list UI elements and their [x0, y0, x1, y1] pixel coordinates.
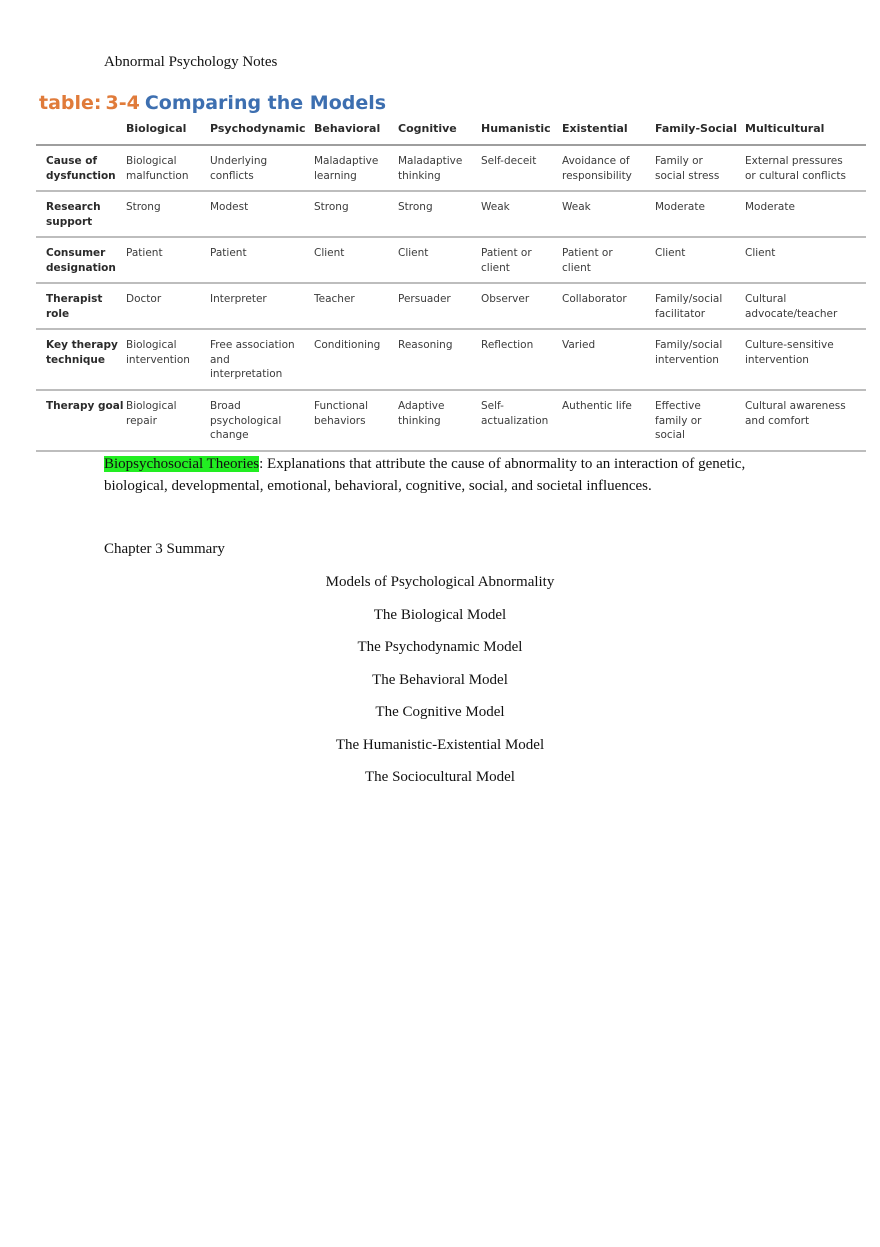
table-cell: External pressures or cultural conflicts: [745, 155, 846, 182]
column-header: Multicultural: [745, 122, 825, 135]
table-cell: Culture-sensitive intervention: [745, 339, 834, 366]
table-cell: Client: [745, 247, 776, 259]
table-cell: Self- actualization: [481, 400, 549, 427]
table-row: [36, 330, 866, 391]
table-cell: Persuader: [398, 293, 451, 305]
table-cell: Doctor: [126, 293, 162, 305]
table-cell: Conditioning: [314, 339, 381, 351]
table-cell: Interpreter: [210, 293, 267, 305]
definition-text: : Explanations that attribute the cause of abnormality to an interaction of genetic, biological, developmental, emotional, behavioral, cognitive, social, and societal influences.: [104, 456, 746, 494]
row-label: Therapist role: [46, 293, 103, 320]
table-cell: Family or social stress: [655, 155, 720, 182]
row-label: Therapy goal: [46, 400, 124, 412]
table-cell: Self-deceit: [481, 155, 537, 167]
column-header: Existential: [562, 122, 628, 135]
table-cell: Modest: [210, 201, 249, 213]
table-cell: Biological repair: [126, 400, 177, 427]
table-cell: Biological malfunction: [126, 155, 189, 182]
highlighted-term: Biopsychosocial Theories: [104, 456, 260, 472]
table-cell: Teacher: [314, 293, 355, 305]
summary-item: The Humanistic-Existential Model: [335, 736, 545, 753]
table-cell: Collaborator: [562, 293, 627, 305]
table-cell: Moderate: [655, 201, 705, 213]
table-row: [36, 146, 866, 192]
table-cell: Patient: [126, 247, 163, 259]
table-cell: Reasoning: [398, 339, 453, 351]
summary-item: The Cognitive Model: [375, 704, 505, 720]
chapter-heading: Chapter 3 Summary: [104, 541, 225, 557]
table-cell: Weak: [562, 201, 591, 213]
table-cell: Biological intervention: [126, 339, 190, 366]
summary-heading: Models of Psychological Abnormality: [325, 574, 555, 590]
summary-item: The Sociocultural Model: [365, 769, 515, 785]
table-cell: Reflection: [481, 339, 534, 351]
table-cell: Broad psychological change: [210, 400, 282, 441]
comparison-table-figure: [36, 84, 866, 452]
table-cell: Authentic life: [562, 400, 632, 412]
table-cell: Adaptive thinking: [398, 400, 445, 427]
table-row: [36, 238, 866, 284]
row-label: Cause of dysfunction: [46, 155, 116, 182]
table-cell: Patient or client: [562, 247, 613, 274]
table-row: [36, 192, 866, 238]
table-cell: Varied: [562, 339, 596, 351]
row-label: Key therapy technique: [46, 339, 118, 366]
page-header: Abnormal Psychology Notes: [104, 54, 278, 70]
table-cell: Client: [314, 247, 345, 259]
table-cell: Patient: [210, 247, 247, 259]
table-cell: Strong: [398, 201, 433, 213]
column-header: Behavioral: [314, 122, 381, 135]
summary-item: The Biological Model: [373, 606, 507, 623]
table-cell: Observer: [481, 293, 530, 305]
table-cell: Avoidance of responsibility: [562, 155, 632, 182]
table-cell: Cultural awareness and comfort: [745, 400, 846, 427]
table-title-prefix: table:: [39, 92, 102, 114]
definition-paragraph: [104, 453, 754, 497]
table-cell: Maladaptive thinking: [398, 155, 463, 182]
table-row: [36, 284, 866, 330]
table-body: [36, 146, 866, 452]
table-column-headers: [36, 114, 866, 146]
table-cell: Cultural advocate/teacher: [745, 293, 838, 320]
summary-item: The Behavioral Model: [372, 671, 508, 688]
column-header: Humanistic: [481, 122, 551, 135]
table-cell: Underlying conflicts: [210, 155, 268, 182]
table-cell: Strong: [314, 201, 349, 213]
row-label: Consumer designation: [46, 247, 116, 274]
table-cell: Maladaptive learning: [314, 155, 379, 182]
summary-item: The Psychodynamic Model: [357, 639, 523, 655]
row-label: Research support: [46, 201, 101, 228]
table-cell: Free association and interpretation: [210, 339, 295, 380]
table-cell: Family/social intervention: [655, 339, 723, 366]
table-cell: Weak: [481, 201, 510, 213]
table-cell: Moderate: [745, 201, 795, 213]
table-cell: Strong: [126, 201, 161, 213]
table-title-number: 3-4: [105, 92, 140, 114]
column-header: Psychodynamic: [210, 122, 306, 135]
table-cell: Client: [398, 247, 429, 259]
table-title: [36, 84, 866, 114]
column-header: Family-Social: [655, 122, 737, 135]
table-cell: Family/social facilitator: [655, 293, 723, 320]
table-title-name: Comparing the Models: [144, 92, 387, 114]
summary-list: [0, 571, 880, 799]
table-cell: Effective family or social: [655, 400, 702, 441]
table-cell: Functional behaviors: [314, 400, 369, 427]
column-header: Cognitive: [398, 122, 457, 135]
table-cell: Client: [655, 247, 686, 259]
column-header: Biological: [126, 122, 187, 135]
table-cell: Patient or client: [481, 247, 532, 274]
table-row: [36, 391, 866, 452]
